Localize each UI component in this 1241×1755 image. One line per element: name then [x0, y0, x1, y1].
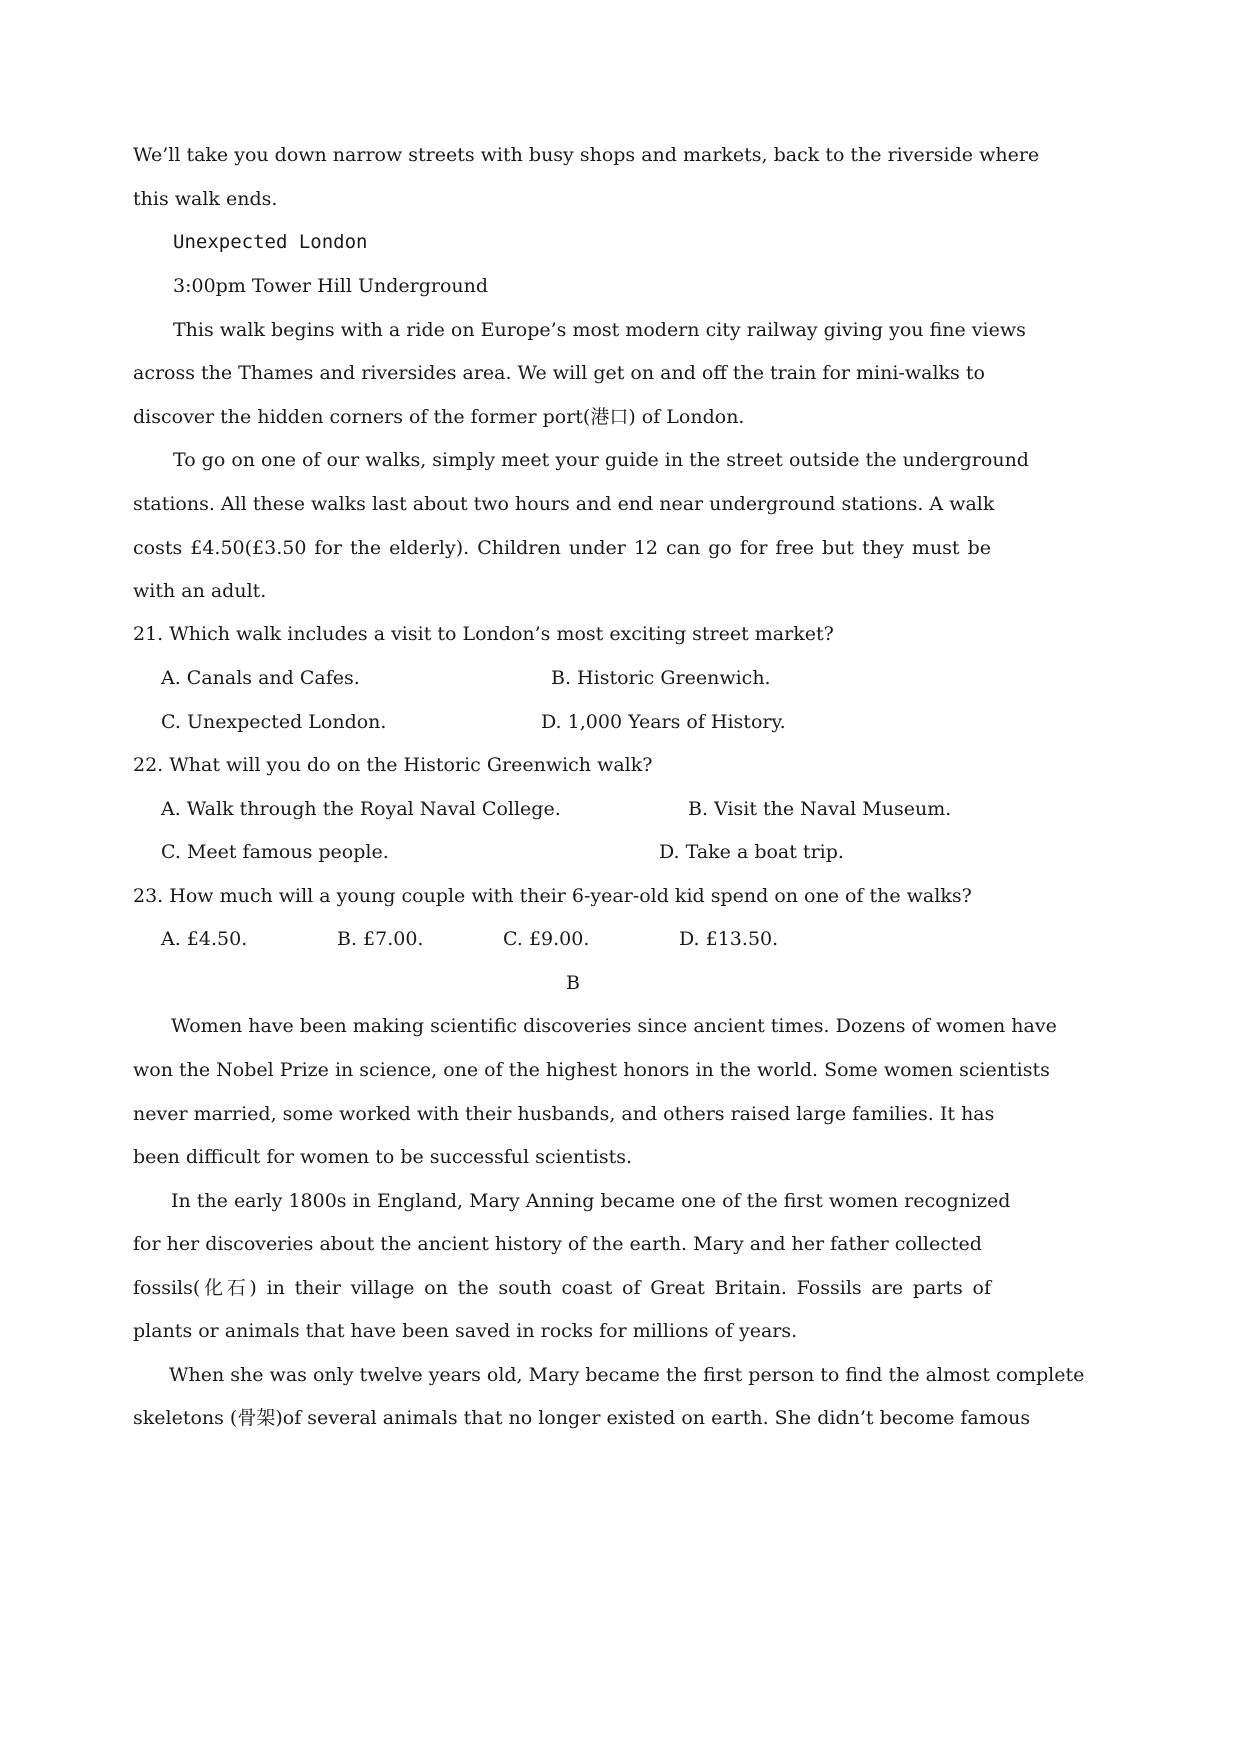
- question-21-option-a: A. Canals and Cafes.: [161, 667, 360, 689]
- question-23-stem: 23. How much will a young couple with their 6-year-old kid spend on one of the walks?: [133, 885, 972, 907]
- info-paragraph-line-4: with an adult.: [133, 580, 267, 602]
- question-22-stem: 22. What will you do on the Historic Greenwich walk?: [133, 754, 653, 776]
- question-22-option-d: D. Take a boat trip.: [659, 841, 844, 863]
- passage-b-p2-line-2: for her discoveries about the ancient history of the earth. Mary and her father collected: [133, 1233, 982, 1255]
- intro-line-1: We’ll take you down narrow streets with busy shops and markets, back to the riverside where: [133, 144, 1040, 166]
- passage-b-p1-line-4: been difficult for women to be successful scientists.: [133, 1146, 633, 1168]
- info-paragraph-line-3: costs £4.50(£3.50 for the elderly). Children under 12 can go for free but they must be: [133, 537, 991, 559]
- info-paragraph-line-2: stations. All these walks last about two hours and end near underground stations. A walk: [133, 493, 995, 515]
- info-paragraph-line-1: To go on one of our walks, simply meet your guide in the street outside the underground: [173, 449, 1029, 471]
- walk-paragraph-line-2: across the Thames and riversides area. We will get on and off the train for mini-walks to: [133, 362, 985, 384]
- passage-b-p1-line-2: won the Nobel Prize in science, one of the highest honors in the world. Some women scientists: [133, 1059, 1050, 1081]
- passage-b-p1-line-3: never married, some worked with their husbands, and others raised large families. It has: [133, 1103, 995, 1125]
- question-23-option-c: C. £9.00.: [503, 928, 590, 950]
- passage-b-p3-line-2: skeletons (骨架)of several animals that no longer existed on earth. She didn’t become famous: [133, 1407, 1031, 1429]
- intro-line-2: this walk ends.: [133, 188, 278, 210]
- question-21-stem: 21. Which walk includes a visit to London’s most exciting street market?: [133, 623, 834, 645]
- question-21-option-c: C. Unexpected London.: [161, 711, 387, 733]
- question-22-option-a: A. Walk through the Royal Naval College.: [161, 798, 561, 820]
- question-23-option-a: A. £4.50.: [161, 928, 248, 950]
- passage-b-p1-line-1: Women have been making scientific discoveries since ancient times. Dozens of women have: [171, 1015, 1057, 1037]
- question-23-option-d: D. £13.50.: [679, 928, 779, 950]
- walk-title: Unexpected London: [173, 231, 368, 253]
- walk-time: 3:00pm Tower Hill Underground: [173, 275, 489, 297]
- question-21-option-d: D. 1,000 Years of History.: [541, 711, 786, 733]
- passage-b-label: B: [566, 972, 580, 994]
- passage-b-p2-line-1: In the early 1800s in England, Mary Anning became one of the first women recognized: [171, 1190, 1011, 1212]
- passage-b-p2-line-4: plants or animals that have been saved in rocks for millions of years.: [133, 1320, 798, 1342]
- question-21-option-b: B. Historic Greenwich.: [551, 667, 771, 689]
- question-22-option-c: C. Meet famous people.: [161, 841, 389, 863]
- question-22-option-b: B. Visit the Naval Museum.: [688, 798, 952, 820]
- walk-paragraph-line-1: This walk begins with a ride on Europe’s most modern city railway giving you fine views: [173, 319, 1026, 341]
- passage-b-p3-line-1: When she was only twelve years old, Mary became the first person to find the almost complete: [169, 1364, 1085, 1386]
- question-23-option-b: B. £7.00.: [337, 928, 424, 950]
- passage-b-p2-line-3: fossils(化石) in their village on the south coast of Great Britain. Fossils are parts of: [133, 1277, 991, 1299]
- walk-paragraph-line-3: discover the hidden corners of the former port(港口) of London.: [133, 406, 745, 428]
